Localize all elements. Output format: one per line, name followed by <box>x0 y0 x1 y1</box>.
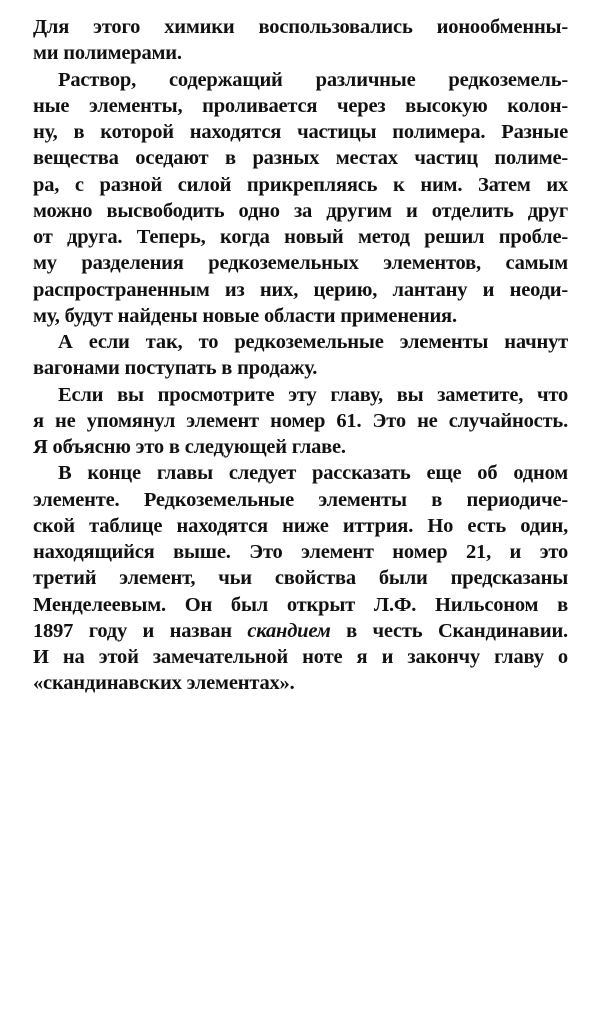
text-line: вещества оседают в разных местах частиц полиме- <box>33 147 568 170</box>
text-line: распространенным из них, церию, лантану и неоди- <box>33 278 568 301</box>
text-line: третий элемент, чьи свойства были предсказаны <box>33 567 568 590</box>
text-line: от друга. Теперь, когда новый метод решил пробле- <box>33 226 568 248</box>
text-span: в честь Скандинавии. <box>330 619 568 642</box>
text-line: му разделения редкоземельных элементов, самым <box>33 252 568 275</box>
text-line: ные элементы, проливается через высокую колон- <box>33 94 568 117</box>
text-line: ми полимерами. <box>33 42 182 65</box>
text-line: можно высвободить одно за другим и отделить друг <box>33 199 568 222</box>
text-span: 1897 году и назван <box>33 619 248 642</box>
text-line: ну, в которой находятся частицы полимера. Разные <box>33 121 568 143</box>
document-page <box>33 14 568 697</box>
text-line: В конце главы следует рассказать еще об одном <box>58 462 568 485</box>
text-line: А если так, то редкоземельные элементы начнут <box>58 331 568 353</box>
text-line: элементе. Редкоземельные элементы в периодиче- <box>33 488 568 511</box>
text-line: му, будут найдены новые области применения. <box>33 304 457 327</box>
text-line: «скандинавских элементах». <box>33 672 295 695</box>
text-line: Для этого химики воспользовались ионообменны- <box>33 16 568 38</box>
text-line: вагонами поступать в продажу. <box>33 357 318 380</box>
text-line <box>33 618 568 644</box>
text-line: Я объясню это в следующей главе. <box>33 436 346 458</box>
text-line: ской таблице находятся ниже иттрия. Но есть один, <box>33 514 568 537</box>
text-line: Если вы просмотрите эту главу, вы заметите, что <box>58 383 568 406</box>
text-line: И на этой замечательной ноте я и закончу главу о <box>33 646 568 668</box>
text-line: находящийся выше. Это элемент номер 21, и это <box>33 541 568 563</box>
text-line: Раствор, содержащий различные редкоземель- <box>58 68 568 91</box>
text-line: ра, с разной силой прикрепляясь к ним. Затем их <box>33 173 568 196</box>
text-line: Менделеевым. Он был открыт Л.Ф. Нильсоном в <box>33 593 568 616</box>
italic-term: скандием <box>247 619 331 642</box>
text-line: я не упомянул элемент номер 61. Это не случайность. <box>33 409 568 432</box>
